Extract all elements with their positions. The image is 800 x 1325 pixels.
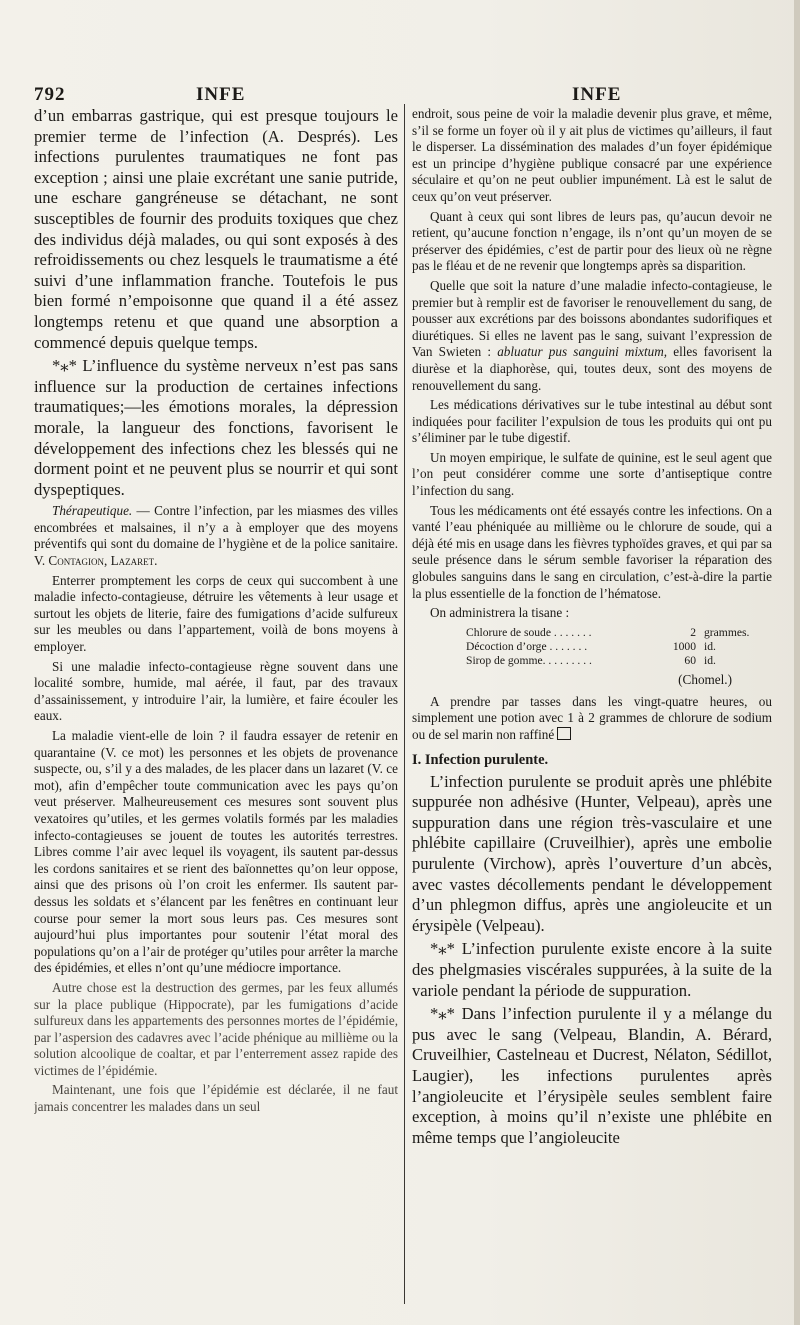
recipe-unit: id. [704, 639, 716, 653]
paragraph-localite-sombre: Si une maladie infecto-contagieuse règne souvent dans une localité sombre, humide, mal aérée, il faut, par des travaux d’assainissement, y introduire l’air, la lumière, et faire écouler les eaux. [34, 658, 398, 724]
dosage-text: A prendre par tasses dans les vingt-quatre heures, ou simplement une potion avec 1 à 2 grammes de chlorure de sodium ou de sel marin non raffiné [412, 693, 772, 742]
recipe-item: Décoction d’orge . . . . . . . [466, 639, 588, 653]
recipe-unit: grammes. [704, 625, 750, 639]
renouvellement-text-b: elles favorisent la diurèse et la diaphorèse, qui, toutes deux, sont des moyens de renouvellement du sang. [412, 344, 772, 393]
recipe-row [466, 640, 756, 654]
column-divider [404, 104, 405, 1304]
recipe-attribution: (Chomel.) [678, 671, 732, 687]
paragraph-libres: Quant à ceux qui sont libres de leurs pas, qu’aucun devoir ne retient, qu’aucune fonction n’engage, ils n’ont qu’un moyen de se préserver des épidémies, c’est de partir pour des lieux où ne règne pas le fléau et de ne revenir que longtemps après sa disparition. [412, 208, 772, 274]
therapeutique-text: — Contre l’infection, par les miasmes des villes encombrées et malsaines, il n’y a à employer que des moyens préventifs qui sont du domaine de l’hygiène et de la police sanitaire. V. [34, 503, 398, 569]
section-heading-infection-purulente: I. Infection purulente. [412, 751, 549, 768]
paragraph-infection-purulente: L’infection purulente se produit après une phlébite suppurée non adhésive (Hunter, Velpeau), après une suppuration dans une région très-vasculaire et une phlébite capillaire (Cruveilhier), après une embolie purulente (Virchow), après l’ouverture d’un abcès, avec vastes décollements pendant le développement d’un phlegmon diffus, après une angioleucite et un érysipèle (Velpeau). [412, 771, 772, 935]
running-head-left: INFE [196, 84, 246, 105]
paragraph-maintenant: Maintenant, une fois que l’épidémie est déclarée, il ne faut jamais concentrer les malades dans un seul [34, 1082, 398, 1115]
paragraph-tisane-intro: On administrera la tisane : [430, 605, 570, 621]
paragraph-therapeutique [34, 503, 398, 569]
paragraph-melange-pus: *⁎* Dans l’infection purulente il y a mélange du pus avec le sang (Velpeau, Blandin, A. Bérard, Cruveilhier, Castelneau et Ducrest, Nélaton, Sédillot, Laugier), les infections purulentes après l’angioleucite et l’érysipèle seules semblent faire exception, à moins qu’il n’existe une phlébite en même temps que l’angioleucite [412, 1004, 772, 1147]
paragraph-medications-derivatives: Les médications dérivatives sur le tube intestinal au début sont indiquées pour faciliter l’expulsion de tous les produits qui ont pu s’éliminer par le tube digestif. [412, 397, 772, 446]
cross-reference-contagion-lazaret: Contagion, Lazaret. [48, 553, 158, 569]
recipe-quantity: 2 [690, 625, 696, 639]
therapeutique-label: Thérapeutique. [52, 503, 133, 519]
paragraph-sulfate-quinine: Un moyen empirique, le sulfate de quinine, est le seul agent que l’on peut considérer comme une sorte d’antiseptique contre l’infection du sang. [412, 449, 772, 499]
recipe-quantity: 60 [684, 653, 696, 667]
renouvellement-text-a: Quelle que soit la nature d’une maladie infecto-contagieuse, le premier but à remplir est de favoriser le renouvellement du sang, de pousser aux excrétions par des boissons abondantes sudorifiques et diurétiques. Si elles ne lavent pas le sang, suivant l’expression de Van Swieten : [412, 277, 772, 360]
left-column [34, 106, 398, 1316]
paragraph-medicaments: Tous les médicaments ont été essayés contre les infections. On a vanté l’eau phéniquée au millième ou le chlorure de soude, qui a déjà été mis en usage dans les fièvres typhoïdes graves, et qui par sa seule présence dans le sérum semble favoriser la réparation des globules sanguins dans le sang en circulation, c’est-à-dire la partie la plus essentielle de la fonction de l’hématose. [412, 502, 772, 601]
recipe-unit: id. [704, 653, 716, 667]
end-of-article-box-icon [557, 727, 571, 740]
recipe-item: Sirop de gomme. . . . . . . . . [466, 653, 592, 667]
paragraph-systeme-nerveux: *⁎* L’influence du système nerveux n’est pas sans influence sur la production de certaines infections traumatiques;—les émotions morales, la dépression morale, la langueur des fonctions, favorisent le développement des infections chez les blessés qui ne dorment point et ne peuvent plus se nourrir et qui sont dyspeptiques. [34, 356, 398, 499]
recipe-table [466, 626, 756, 668]
page-number: 792 [34, 84, 66, 105]
recipe-row [466, 654, 756, 668]
latin-quote: abluatur pus sanguini mixtum, [497, 344, 668, 360]
paragraph-enterrer: Enterrer promptement les corps de ceux qui succombent à une maladie infecto-contagieuse, détruire les vêtements à leur usage et surtout les objets de literie, faire des fumigations d’acide sulfureux sur les meubles ou dans l’appartement, voilà de bons moyens à employer. [34, 572, 398, 655]
paragraph-quarantaine: La maladie vient-elle de loin ? il faudra essayer de retenir en quarantaine (V. ce mot) les personnes et les objets de provenance suspecte, ou, s’il y a des malades, de les placer dans un lazaret (V. ce mot), afin d’empêcher toute communication avec les pays qu’on veut préserver. Malheureusement ces mesures sont souvent plus vexatoires qu’utiles, et les germes volatils formés par les maladies infecto-contagieuses se jouent de toutes les autorités terrestres. Libres comme l’air avec lequel ils voyagent, ils sautent par-dessus les cordons sanitaires et se rient des baïonnettes qu’on leur oppose, ainsi que des prisons où l’on croit les enfermer. Ils sautent par-dessus les soldats et s’élancent par les fenêtres en continuant leur course pour semer la mort sous leurs pas. Ces mesures sont aujourd’hui plus importantes pour soutenir l’état moral des populations qu’on a l’air de protéger qu’utiles pour arrêter la marche des épidémies, et elles n’ont qu’une médiocre importance. [34, 728, 398, 976]
paragraph-embarras-gastrique: d’un embarras gastrique, qui est presque toujours le premier terme de l’infection (A. Després). Les infections purulentes traumatiques ne font pas exception ; ainsi une plaie excrétant une sanie putride, une eschare gangréneuse se détachant, ne sont susceptibles de fournir des produits toxiques que chez des individus déjà malades, ou qui sont exposés à des refroidissements ou chez lesquels le traumatisme a été suivi d’une inflammation franche. Toutefois le pus bien formé n’empoisonne que quand il a été assez longtemps retenu et que quand une absorption a commencé depuis quelque temps. [34, 106, 398, 352]
recipe-row [466, 626, 756, 640]
paragraph-phlegmasies: *⁎* L’infection purulente existe encore à la suite des phelgmasies viscérales suppurées, à la suite de la variole pendant la période de suppuration. [412, 939, 772, 1000]
recipe-item: Chlorure de soude . . . . . . . [466, 625, 592, 639]
paragraph-endroit: endroit, sous peine de voir la maladie devenir plus grave, et même, s’il se forme un foyer où il y ait plus de victimes qu’ailleurs, il faut le disperser. La dissémination des malades d’un foyer épidémique est un principe d’hygiène publique consacré par une expérience séculaire et qu’on ne peut oublier impunément. Là est le salut de ceux qu’on veut préserver. [412, 106, 772, 204]
recipe-quantity: 1000 [672, 639, 696, 653]
paragraph-renouvellement-sang [412, 278, 772, 394]
paragraph-destruction-germes: Autre chose est la destruction des germes, par les feux allumés sur la place publique (Hippocrate), par les fumigations d’acide sulfureux dans les appartements des personnes mortes de l’épidémie, par l’aspersion des cadavres avec l’acide phénique au millième ou la solution alcoolique de coaltar, et par l’enterrement assez rapide des victimes de l’épidémie. [34, 979, 398, 1078]
page-edge-shadow [794, 0, 800, 1325]
right-column [412, 106, 772, 1316]
paragraph-vingt-quatre-heures [412, 694, 772, 744]
running-head-right: INFE [572, 84, 622, 105]
